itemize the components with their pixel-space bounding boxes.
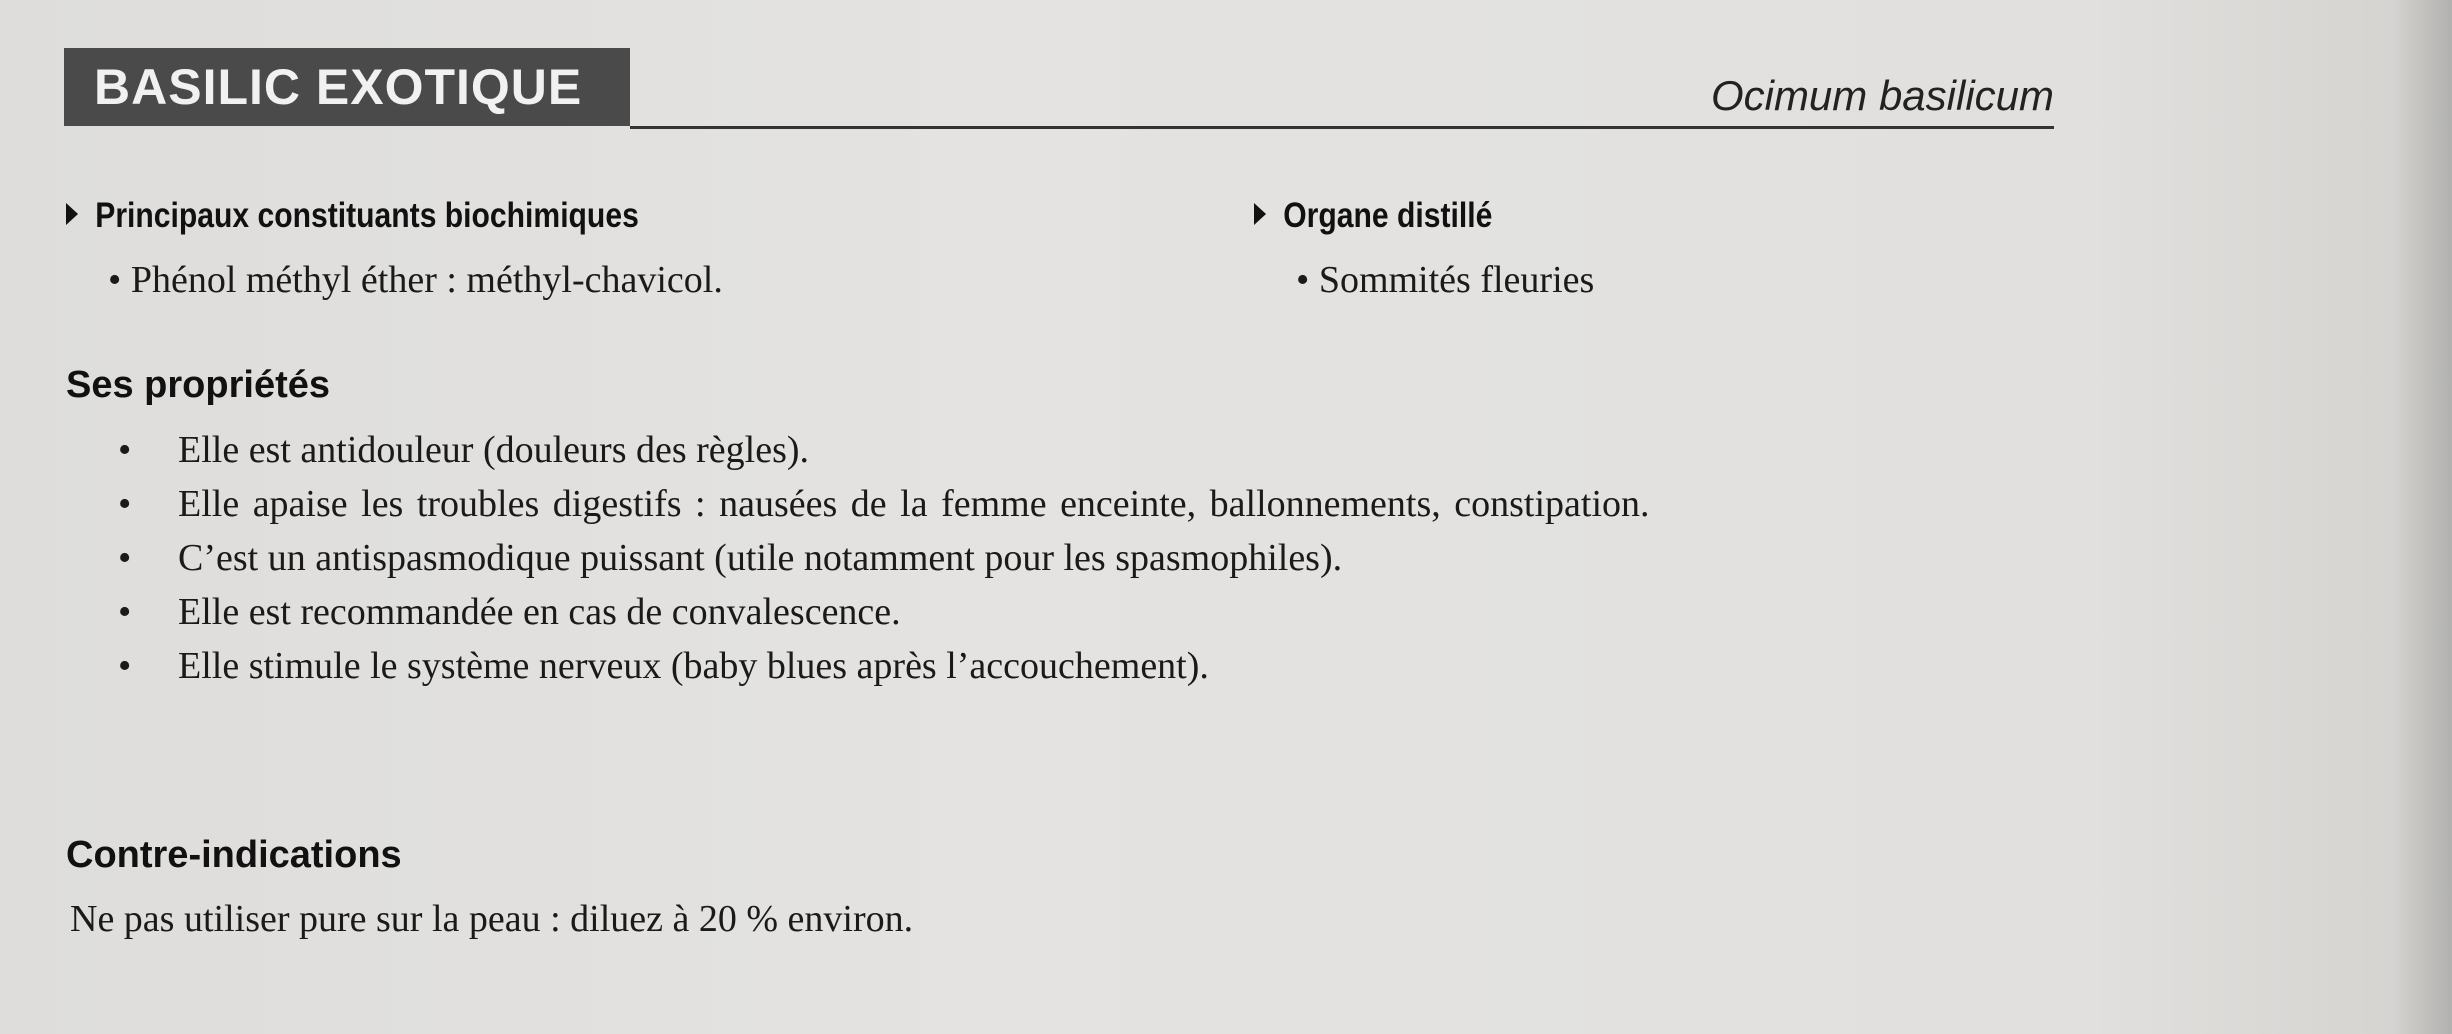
- entry-header: [64, 48, 2054, 134]
- constituents-item-text: Phénol méthyl éther : méthyl-chavicol.: [130, 259, 723, 301]
- constituents-heading: [66, 196, 639, 236]
- organ-heading: [1254, 196, 1492, 236]
- bullet-icon: •: [118, 591, 132, 633]
- entry-title: BASILIC EXOTIQUE: [64, 48, 630, 126]
- contraindications-heading: Contre-indications: [66, 834, 402, 876]
- constituents-item: [108, 253, 723, 307]
- latin-name: Ocimum basilicum: [1710, 72, 2054, 119]
- bullet-icon: •: [108, 259, 122, 301]
- list-item: • Elle apaise les troubles digestifs : nausées de la femme enceinte, ballonnements, constipation.: [118, 477, 2048, 531]
- contraindications-text: Ne pas utiliser pure sur la peau : diluez à 20 % environ.: [70, 898, 914, 940]
- list-item: • Elle stimule le système nerveux (baby blues après l’accouchement).: [118, 639, 2048, 693]
- list-item: • Elle est recommandée en cas de convalescence.: [118, 585, 2048, 639]
- list-item: • C’est un antispasmodique puissant (utile notamment pour les spasmophiles).: [118, 531, 2048, 585]
- constituents-heading-label: Principaux constituants biochimiques: [95, 196, 639, 235]
- triangle-bullet-icon: [1254, 203, 1266, 225]
- organ-item-text: Sommités fleuries: [1318, 259, 1595, 301]
- bullet-icon: •: [118, 483, 132, 525]
- bullet-icon: •: [118, 429, 132, 471]
- triangle-bullet-icon: [66, 203, 78, 225]
- organ-heading-label: Organe distillé: [1283, 196, 1493, 235]
- organ-item: [1296, 253, 1594, 307]
- bullet-icon: •: [118, 645, 132, 687]
- bullet-icon: •: [1296, 259, 1310, 301]
- list-item: • Elle est antidouleur (douleurs des règles).: [118, 423, 2048, 477]
- properties-list: [118, 423, 2048, 693]
- properties-heading: Ses propriétés: [66, 364, 330, 406]
- page-fold-shadow: [2392, 0, 2452, 1034]
- header-rule: [630, 126, 2054, 129]
- bullet-icon: •: [118, 537, 132, 579]
